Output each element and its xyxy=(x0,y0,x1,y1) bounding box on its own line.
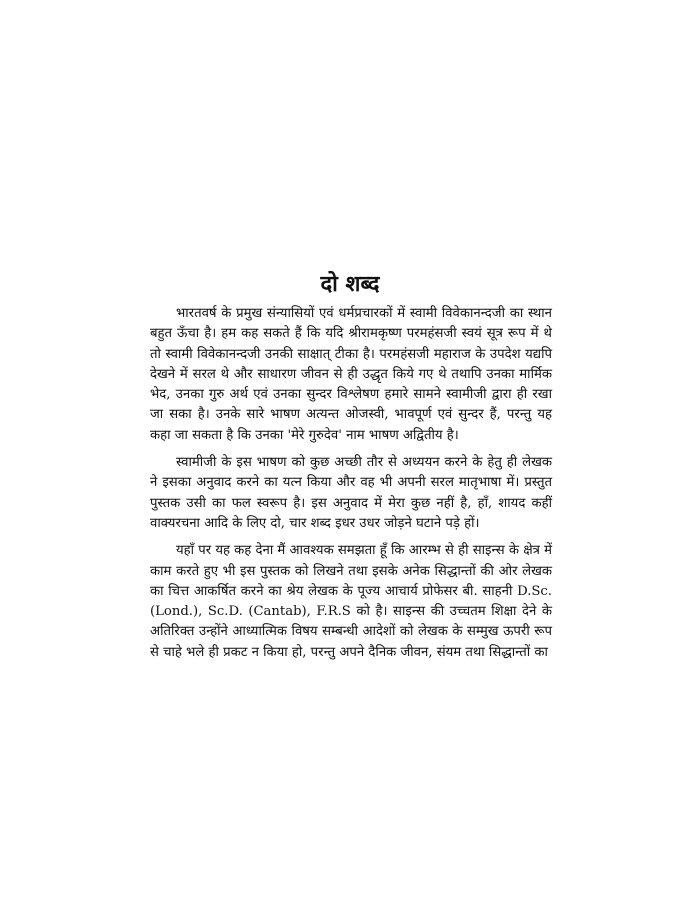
page-title: दो शब्द xyxy=(320,272,380,297)
paragraph-1: भारतवर्ष के प्रमुख संन्यासियों एवं धर्मप्रचारकों में स्वामी विवेकानन्दजी का स्थान बहुत ऊँचा है। हम कह सकते हैं कि यदि श्रीरामकृष्ण परमहंसजी स्वयं सूत्र रूप में थे तो स्वामी विवेकानन्दजी उनकी साक्षात् टीका है। परमहंसजी महाराज के उपदेश यद्यपि देखने में सरल थे और साधारण जीवन से ही उद्धृत किये गए थे तथापि उनका मार्मिक भेद, उनका गुरु अर्थ एवं उनका सुन्दर विश्लेषण हमारे सामने स्वामीजी द्वारा ही रखा जा सका है। उनके सारे भाषण अत्यन्त ओजस्वी, भावपूर्ण एवं सुन्दर हैं, परन्तु यह कहा जा सकता है कि उनका 'मेरे गुरुदेव' नाम भाषण अद्वितीय है। xyxy=(150,306,552,443)
paragraph-3: यहाँ पर यह कह देना मैं आवश्यक समझता हूँ कि आरम्भ से ही साइन्स के क्षेत्र में काम करते हुए भी इस पुस्तक को लिखने तथा इसके अनेक सिद्धान्तों की ओर लेखक का चित्त आकर्षित करने का श्रेय लेखक के पूज्य आचार्य प्रोफेसर बी. साहनी D.Sc. (Lond.), Sc.D. (Cantab), F.R.S को है। साइन्स की उच्चतम शिक्षा देने के अतिरिक्त उन्होंने आध्यात्मिक विषय सम्बन्धी आदेशों को लेखक के सम्मुख ऊपरी रूप से चाहे भले ही प्रकट न किया हो, परन्तु अपने दैनिक जीवन, संयम तथा सिद्धान्तों का xyxy=(150,543,553,660)
body-text xyxy=(150,304,552,670)
paragraph-2: स्वामीजी के इस भाषण को कुछ अच्छी तौर से अध्ययन करने के हेतु ही लेखक ने इसका अनुवाद करने का यत्न किया और वह भी अपनी सरल मातृभाषा में। प्रस्तुत पुस्तक उसी का फल स्वरूप है। इस अनुवाद में मेरा कुछ नहीं है, हाँ, शायद कहीं वाक्यरचना आदि के लिए दो, चार शब्द इधर उधर जोड़ने घटाने पड़े हों। xyxy=(150,455,552,531)
